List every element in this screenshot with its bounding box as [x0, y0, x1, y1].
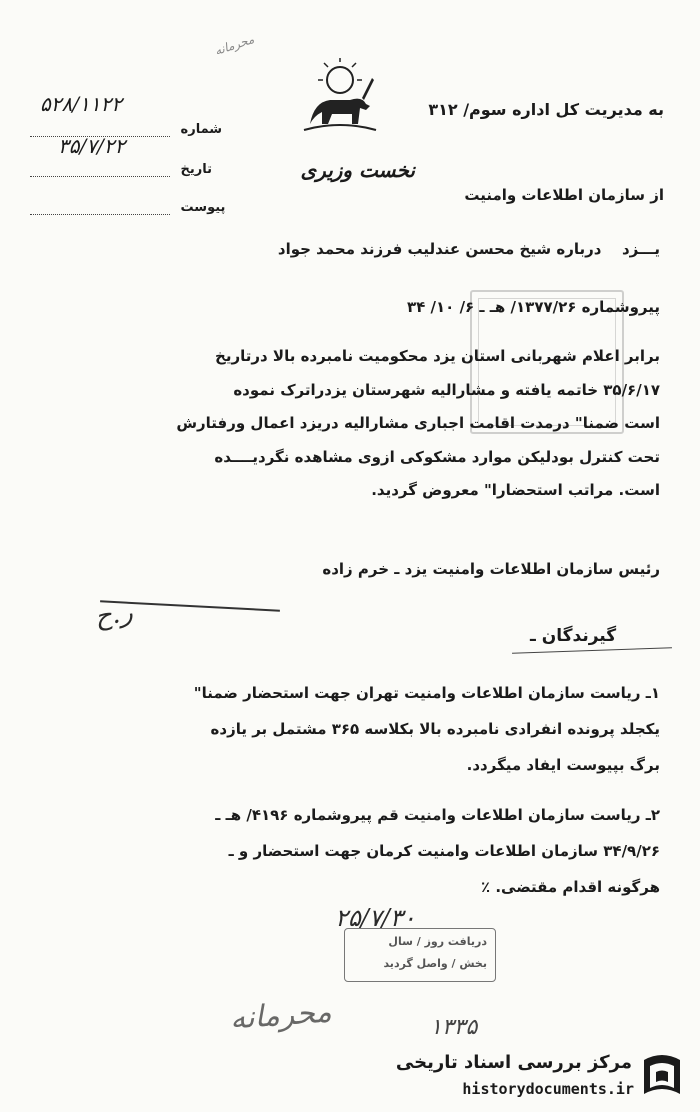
archive-logo-icon — [638, 1050, 686, 1102]
attachment-field — [30, 196, 225, 215]
recipient-line: ۱ـ ریاست سازمان اطلاعات وامنیت تهران جهت استحضار ضمنا" — [193, 684, 660, 702]
archive-brand-name: مرکز بررسی اسناد تاریخی — [395, 1052, 632, 1073]
body-line: است ضمنا" درمدت اقامت اجباری مشارالیه دریزد اعمال ورفتارش — [176, 414, 660, 432]
bottom-handwritten-note: محرمانه — [228, 994, 333, 1037]
handwritten-signature: ر.ح — [93, 597, 135, 633]
archive-url: historydocuments.ir — [462, 1080, 634, 1098]
subject-city: یـــزد — [621, 240, 660, 258]
attachment-dotted-line — [30, 196, 170, 215]
signatory-title: رئیس سازمان اطلاعات وامنیت یزد ـ خرم زاده — [322, 560, 660, 578]
number-value: ۵۲۸/۱۱۲۲ — [40, 92, 122, 116]
recipients-underline — [512, 647, 672, 654]
date-dotted-line — [30, 158, 170, 177]
lion-and-sun-emblem — [300, 58, 380, 136]
addressee-line: به مدیریت کل اداره سوم/ ۳۱۲ — [428, 100, 664, 119]
received-stamp-line: بخش / واصل گردید — [383, 957, 487, 970]
body-paragraph — [30, 340, 660, 508]
recipient-line: ۳۴/۹/۲۶ سازمان اطلاعات وامنیت کرمان جهت استحضار و ـ — [228, 842, 660, 860]
subject-text: درباره شیخ محسن عندلیب فرزند محمد جواد — [277, 240, 602, 258]
recipients-heading: گیرندگان ـ — [530, 626, 617, 646]
recipient-line: ۲ـ ریاست سازمان اطلاعات وامنیت قم پیروشماره ۴۱۹۶/ هـ ـ — [215, 806, 660, 824]
recipient-line: هرگونه اقدام مقتضی. ٪ — [480, 878, 660, 896]
recipient-line: برگ بپیوست ایفاد میگردد. — [466, 756, 660, 774]
received-stamp — [344, 928, 496, 982]
reference-line: پیروشماره ۱۳۷۷/۲۶/ هـ ـ ۶/ ۱۰/ ۳۴ — [407, 298, 660, 316]
recipient-item-1 — [28, 684, 660, 792]
received-stamp-line: دریافت روز / سال — [388, 935, 487, 948]
handwritten-date: ۲۵/۷/۳۰ — [335, 904, 416, 932]
faded-stamp-mark: محرمانه — [212, 32, 256, 58]
body-line: برابر اعلام شهربانی استان یزد محکومیت نامبرده بالا درتاریخ — [215, 347, 660, 365]
body-line: تحت کنترل بودلیکن موارد مشکوکی ازوی مشاهده نگردیــــده — [214, 447, 660, 466]
date-label: تاریخ — [180, 162, 213, 177]
bottom-handwritten-number: ۱۳۳۵ — [430, 1015, 478, 1040]
recipient-line: یکجلد پرونده انفرادی نامبرده بالا بکلاسه ۳۶۵ مشتمل بر یازده — [210, 720, 660, 738]
body-line: ۳۵/۶/۱۷ خاتمه یافته و مشارالیه شهرستان یزدراترک نموده — [233, 380, 660, 399]
recipient-item-2 — [28, 806, 660, 914]
ministry-title: نخست وزیری — [300, 158, 415, 182]
number-label: شماره — [180, 122, 223, 137]
body-line: است. مراتب استحضارا" معروض گردید. — [371, 481, 660, 499]
date-field — [30, 158, 212, 177]
from-line: از سازمان اطلاعات وامنیت — [464, 186, 664, 204]
attachment-label: پیوست — [180, 200, 226, 215]
date-value: ۳۵/۷/۲۲ — [58, 134, 126, 158]
subject-line — [278, 240, 660, 258]
